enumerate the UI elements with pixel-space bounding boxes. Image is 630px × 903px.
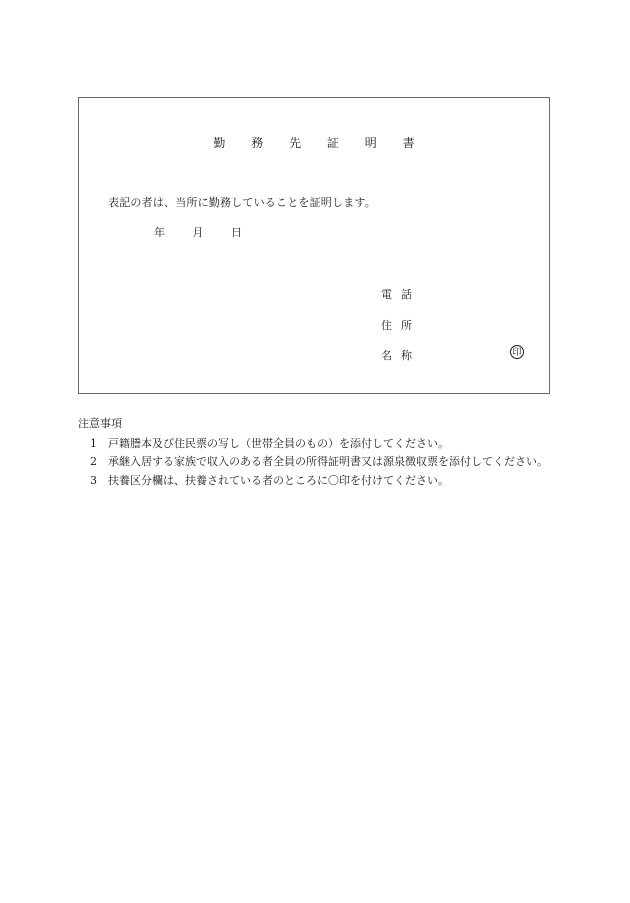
notes-section <box>78 415 558 490</box>
title-char: 務 <box>251 136 264 150</box>
address-field-label <box>381 317 421 333</box>
note-number: 2 <box>90 455 97 468</box>
note-text: 扶養区分欄は、扶養されている者のところに〇印を付けてください。 <box>108 473 449 487</box>
date-line <box>154 224 266 240</box>
note-text: 戸籍謄本及び住民票の写し（世帯全員のもの）を添付してください。 <box>108 436 449 450</box>
note-number: 3 <box>90 473 97 487</box>
title-char: 明 <box>364 136 377 150</box>
notes-heading: 注意事項 <box>78 417 122 430</box>
date-day-label: 日 <box>231 226 242 239</box>
note-text: 承継入居する家族で収入のある者全員の所得証明書又は源泉徴収票を添付してください。 <box>108 455 548 468</box>
title-char: 勤 <box>213 136 226 150</box>
note-item <box>78 435 558 454</box>
date-month-label: 月 <box>192 226 204 239</box>
phone-field-label <box>381 286 421 302</box>
note-item <box>78 453 558 472</box>
name-label-char: 称 <box>401 349 412 362</box>
name-label-char: 名 <box>381 349 392 362</box>
certificate-title <box>79 134 549 151</box>
title-char: 先 <box>289 136 302 150</box>
certification-statement: 表記の者は、当所に勤務していることを証明します。 <box>108 196 376 209</box>
seal-mark-icon: 印 <box>510 345 524 359</box>
address-label-char: 住 <box>381 319 392 332</box>
note-item <box>78 472 558 491</box>
note-number: 1 <box>90 436 97 450</box>
address-label-char: 所 <box>401 319 412 332</box>
name-field-label <box>381 347 421 363</box>
employment-certificate-box <box>78 97 550 394</box>
title-char: 証 <box>326 136 339 150</box>
title-char: 書 <box>402 136 415 150</box>
phone-label-char: 話 <box>401 288 412 301</box>
phone-label-char: 電 <box>381 288 392 301</box>
date-year-label: 年 <box>154 226 165 239</box>
